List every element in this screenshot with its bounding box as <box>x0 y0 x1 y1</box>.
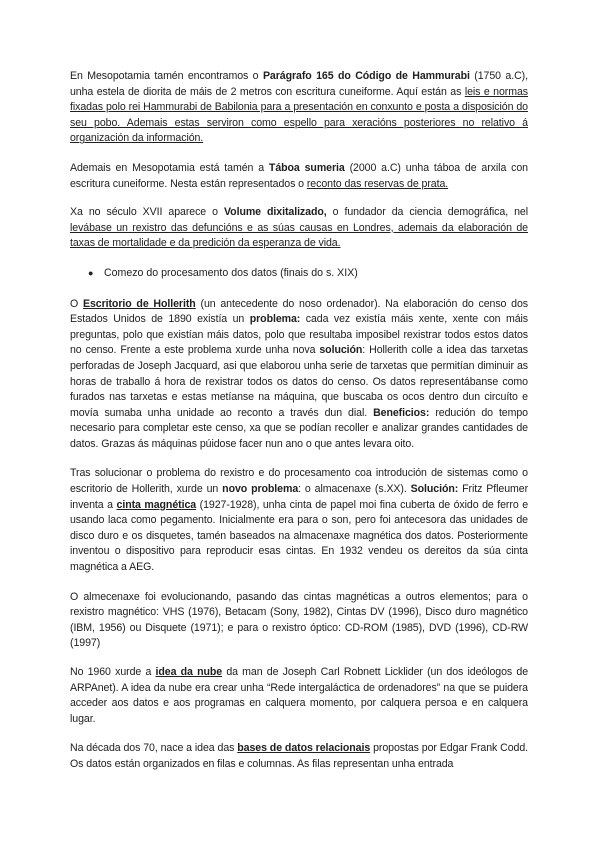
paragraph-sumerian-tablet <box>70 161 528 192</box>
text-run: cada vez existía máis xente, xente con máis preguntas, polo que existían máis datos, polo que resultaba imposibel rexistrar todos estos datos no censo. Frente a este problema xurde unha nova <box>70 313 528 357</box>
bold-term-solution: solución <box>319 344 363 357</box>
paragraph-magnetic-tape <box>70 466 528 575</box>
underlined-text: leis e normas fixadas polo rei Hammurabi de Babilonia para a presentación en conxunto e posta a disposición do seu pobo. Ademais estas serviron como espello para xeracións posteriores no relativo á organización da información. <box>70 85 529 145</box>
bold-term-sumerian-tablet: Táboa sumeria <box>268 161 345 174</box>
bold-term-benefits: Beneficios: <box>373 406 430 419</box>
paragraph-relational-databases <box>70 741 528 772</box>
bullet-list-item <box>88 266 528 282</box>
paragraph-hollerith <box>70 297 528 453</box>
text-run: (un antecedente do noso ordenador). Na elaboración do censo dos Estados Unidos de 1890 existía un <box>70 297 529 326</box>
text-run: Xa no século XVII aparece o <box>70 206 224 219</box>
text-run: Fritz Pfleumer inventa a <box>70 483 529 511</box>
text-run: Ademais en Mesopotamia está tamén a <box>70 161 269 174</box>
bold-underlined-term-magnetic-tape: cinta magnética <box>116 498 197 511</box>
bold-underlined-term-hollerith: Escritorio de Hollerith <box>82 297 196 310</box>
text-run: (1750 a.C), unha estela de diorita de máis de 2 metros con escritura cuneiforme. Aquí están as <box>70 70 528 98</box>
text-run: redución do tempo necesario para completar este censo, xa que se podían recoller e analizar grandes cantidades de datos. Grazas ás máquinas púidose facer nun ano o que antes levara oito. <box>70 406 528 450</box>
text-run: : o almacenaxe (s.XX). <box>298 483 411 496</box>
bullet-text: Comezo do procesamento dos datos (finais do s. XIX) <box>104 266 358 279</box>
paragraph-storage-evolution <box>70 590 528 652</box>
text-run: (1927-1928), unha cinta de papel moi fina cuberta de óxido de ferro e usando laca como pegamento. Inicialmente era para o son, pero foi antecesora das unidades de disco duro e os disquetes, tamén baseados na almacenaxe magnética dos datos. Posteriormente inventou o dispositivo para reproducir esas cintas. En 1932 vendeu os dereitos da súa cinta magnética a AEG. <box>70 498 529 574</box>
underlined-text: reconto das reservas de prata. <box>306 177 449 190</box>
text-run: O <box>70 297 83 310</box>
paragraph-hammurabi <box>70 69 528 147</box>
text-run: En Mesopotamia tamén encontramos o <box>70 70 263 82</box>
text-run: o fundador da ciencia demográfica, nel <box>326 206 529 219</box>
bold-underlined-term-cloud: idea da nube <box>155 666 223 678</box>
text-run: Tras solucionar o problema do rexistro e do procesamento coa introdución de sistemas como o escritorio de Hollerith, xurde un <box>70 467 528 496</box>
document-body <box>70 69 528 773</box>
text-run: O almecenaxe foi evolucionando, pasando das cintas magnéticas a outros elementos; para o rexistro magnético: VHS (1976), Betacam (Sony, 1982), Cintas DV (1996), Disco duro magnético (IBM, 1956) ou Disquete (1971); e para o rexistro óptico: CD-ROM (1985), DVD (1996), CD-RW (1997) <box>70 590 528 650</box>
bold-underlined-term-relational-databases: bases de datos relacionais <box>237 742 371 755</box>
text-run: (2000 a.C) unha táboa de arxila con escritura cuneiforme. Nesta están representados o <box>70 161 528 190</box>
bold-term-new-problem: novo problema <box>222 483 299 496</box>
bold-term-solution: Solución: <box>410 483 459 496</box>
text-run: da man de Joseph Carl Robnett Licklider (un dos ideólogos de ARPAnet). A idea da nube era crear unha “Rede intergaláctica de ordenadores” na que se puidera acceder aos datos e aos programas en calquera momento, por calquera persoa e en calquera lugar. <box>70 666 529 725</box>
text-run: propostas por Edgar Frank Codd. Os datos están organizados en filas e columnas. As filas representan unha entrada <box>70 742 529 770</box>
bold-term-hammurabi: Parágrafo 165 do Código de Hammurabi <box>262 70 470 82</box>
text-run: Na década dos 70, nace a idea das <box>70 742 238 755</box>
bullet-dot-icon: ● <box>88 267 94 278</box>
text-run: No 1960 xurde a <box>70 666 156 678</box>
paragraph-digitized-volume <box>70 205 528 252</box>
text-run: : Hollerith colle a idea das tarxetas perforadas de Joseph Jacquard, asi que elaborou unha serie de tarxetas que permitían diminuir as horas de traballo á hora de rexistrar todos os datos do censo. Os datos representábanse como furados nas tarxetas e estas metíanse na máquina, que buscaba os ocos dentro dun circuíto e movía sumaba unha unidade ao reconto a través dun dial. <box>70 344 528 419</box>
paragraph-cloud <box>70 665 528 727</box>
bold-term-digitized-volume: Volume dixitalizado, <box>223 206 327 219</box>
underlined-text: levábase un rexistro das defuncións e as súas causas en Londres, ademais da elaboración de taxas de mortalidade e da predición da esperanza de vida. <box>70 221 528 250</box>
bold-term-problem: problema: <box>249 313 301 326</box>
